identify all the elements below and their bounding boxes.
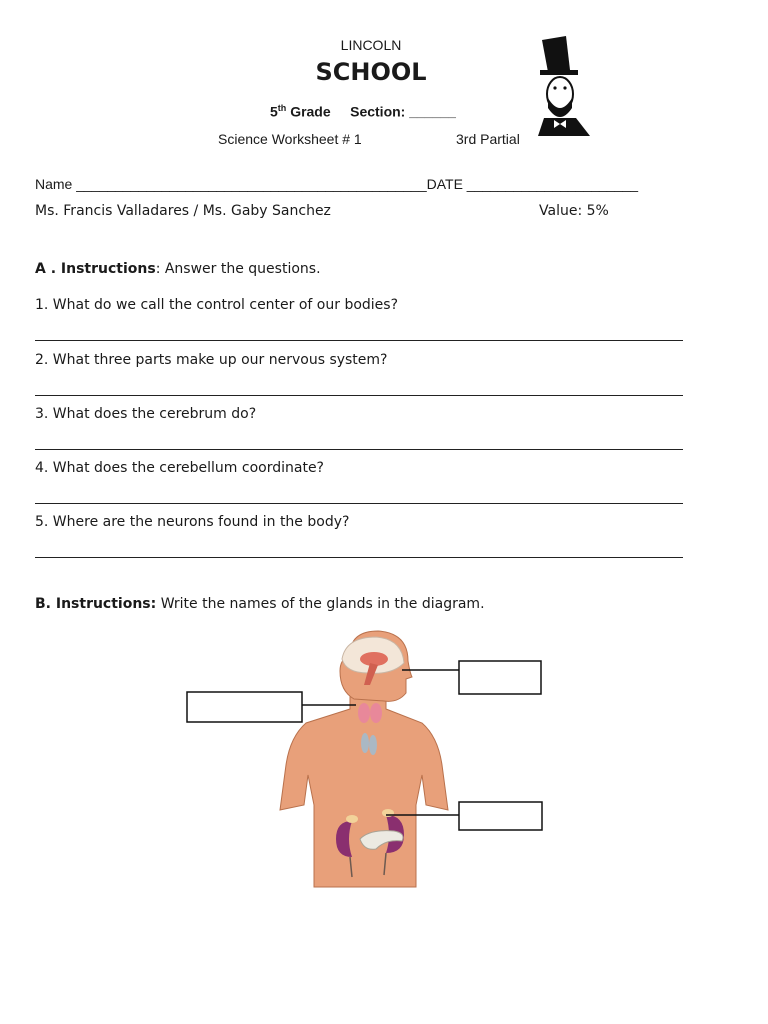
grade-suffix: th [277,103,287,113]
question-2: 2. What three parts make up our nervous system? [35,352,388,368]
section-b-instructions [35,596,485,612]
label-box-left[interactable] [187,692,302,722]
section-a-text: : Answer the questions. [155,261,321,277]
value-label: Value: 5% [539,203,609,219]
answer-line-3[interactable] [35,449,683,450]
grade-number: 5 [270,103,278,120]
teachers: Ms. Francis Valladares / Ms. Gaby Sanchez [35,203,331,219]
question-5: 5. Where are the neurons found in the body? [35,514,350,530]
partial-label: 3rd Partial [456,131,520,147]
label-box-bottom-right[interactable] [459,802,542,830]
label-box-top-right[interactable] [459,661,541,694]
answer-line-5[interactable] [35,557,683,558]
section-b-label: B. Instructions: [35,596,157,612]
school-title: SCHOOL [315,58,427,86]
worksheet-title: Science Worksheet # 1 [218,131,362,147]
answer-line-4[interactable] [35,503,683,504]
school-name: LINCOLN [340,37,402,53]
section-a-instructions [35,261,321,277]
answer-line-2[interactable] [35,395,683,396]
name-date-line[interactable]: Name _____________________________________________DATE ______________________ [35,176,639,192]
lincoln-mascot-icon [536,36,596,136]
question-3: 3. What does the cerebrum do? [35,406,257,422]
grade-word: Grade [290,103,331,120]
question-4: 4. What does the cerebellum coordinate? [35,460,324,476]
section-b-text: Write the names of the glands in the diagram. [156,596,485,612]
question-1: 1. What do we call the control center of our bodies? [35,297,399,313]
answer-line-1[interactable] [35,340,683,341]
section-a-label: A . Instructions [35,261,156,277]
section-field: Section: ______ [350,103,456,120]
gland-diagram [180,625,550,895]
grade-line [270,103,456,120]
